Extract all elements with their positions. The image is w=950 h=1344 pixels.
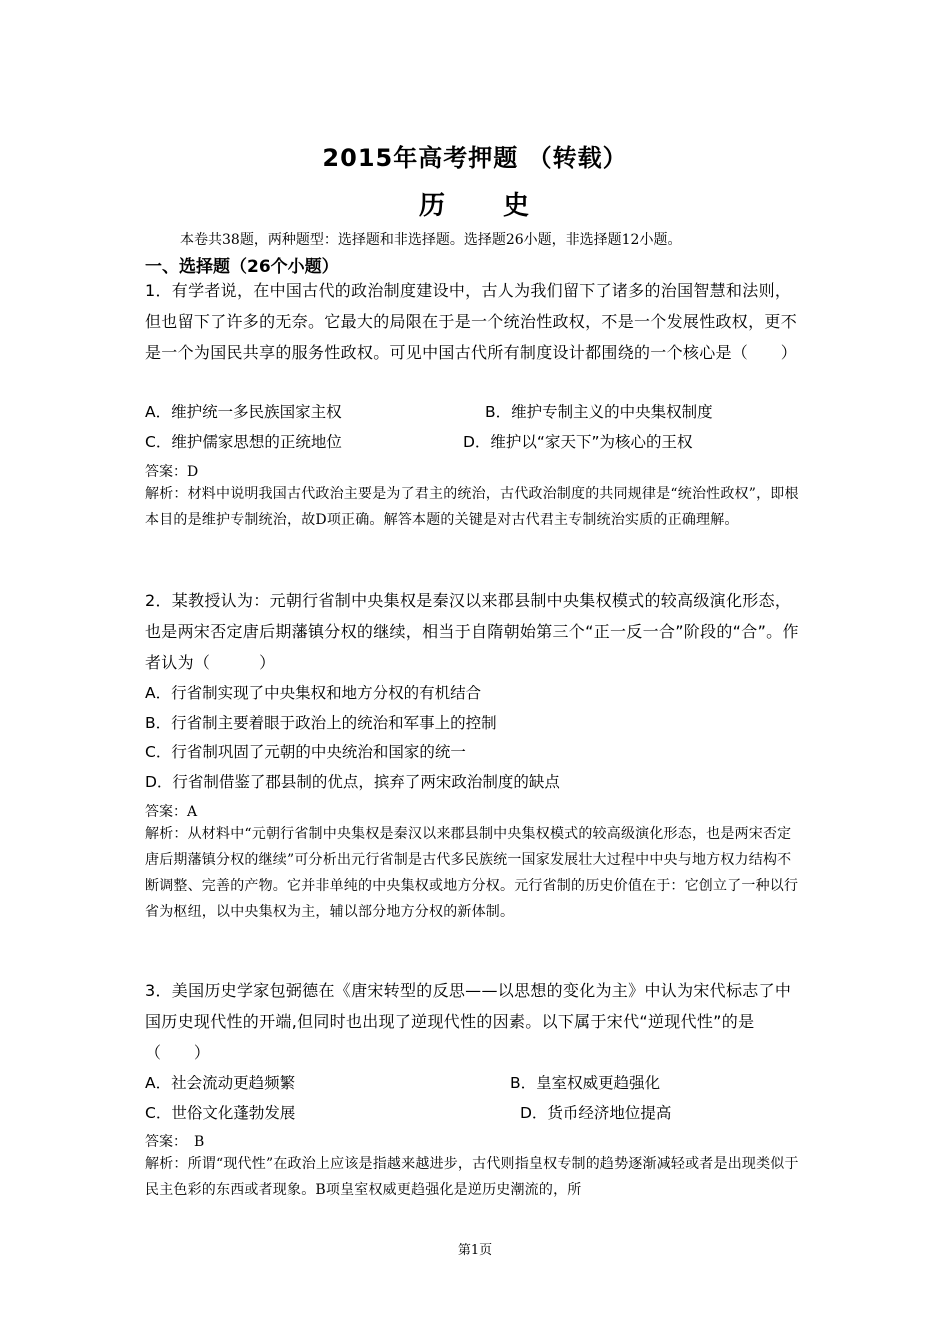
document-title: 2015年高考押题 （转载） (322, 144, 628, 172)
subject-heading: 历 史 (418, 191, 531, 221)
question-1-stem: 1．有学者说，在中国古代的政治制度建设中，古人为我们留下了诸多的治国智慧和法则，但也留下了许多的无奈。它最大的局限在于是一个统治性政权，不是一个发展性政权，更不是一个为国民共享的服务性政权。可见中国古代所有制度设计都围绕的一个核心是（ ） (145, 281, 798, 362)
question-3-stem: 3．美国历史学家包弼德在《唐宋转型的反思——以思想的变化为主》中认为宋代标志了中国历史现代性的开端,但同时也出现了逆现代性的因素。以下属于宋代“逆现代性”的是（ ） (145, 981, 792, 1062)
page-number: 第1页 (457, 1243, 493, 1258)
exam-intro: 本卷共38题，两种题型：选择题和非选择题。选择题26小题，非选择题12小题。 (180, 232, 682, 248)
question-2-stem: 2．某教授认为：元朝行省制中央集权是秦汉以来郡县制中央集权模式的较高级演化形态，也是两宋否定唐后期藩镇分权的继续，相当于自隋朝始第三个“正一反一合”阶段的“合”。作者认为（ ） (145, 591, 799, 672)
question-1-option-c: C．维护儒家思想的正统地位 (145, 433, 342, 451)
question-2-option-a: A．行省制实现了中央集权和地方分权的有机结合 (145, 684, 482, 702)
question-3-option-c: C．世俗文化蓬勃发展 (145, 1104, 296, 1122)
question-1-explanation: 解析：材料中说明我国古代政治主要是为了君主的统治，古代政治制度的共同规律是“统治性政权”，即根本目的是维护专制统治，故D项正确。解答本题的关键是对古代君主专制统治实质的正确理解。 (145, 486, 799, 528)
question-2-answer: 答案：A (145, 804, 198, 820)
question-3-option-a: A．社会流动更趋频繁 (145, 1074, 296, 1092)
question-1-answer: 答案：D (145, 464, 199, 480)
section-heading: 一、选择题（26个小题） (145, 257, 339, 277)
question-1-option-a: A．维护统一多民族国家主权 (145, 403, 342, 421)
question-3-option-d: D．货币经济地位提高 (520, 1104, 672, 1122)
question-2-option-c: C．行省制巩固了元朝的中央统治和国家的统一 (145, 743, 466, 761)
question-3-option-b: B．皇室权威更趋强化 (510, 1074, 661, 1092)
question-2-option-b: B．行省制主要着眼于政治上的统治和军事上的控制 (145, 714, 497, 732)
question-3-answer: 答案： B (145, 1134, 205, 1150)
question-2-option-d: D．行省制借鉴了郡县制的优点，摈弃了两宋政治制度的缺点 (145, 773, 560, 791)
question-1-option-b: B．维护专制主义的中央集权制度 (485, 403, 713, 421)
question-2-explanation: 解析：从材料中“元朝行省制中央集权是秦汉以来郡县制中央集权模式的较高级演化形态，也是两宋否定唐后期藩镇分权的继续”可分析出元行省制是古代多民族统一国家发展壮大过程中中央与地方权力结构不断调整、完善的产物。它并非单纯的中央集权或地方分权。元行省制的历史价值在于：它创立了一种以行省为枢纽，以中央集权为主，辅以部分地方分权的新体制。 (145, 826, 799, 920)
question-1-option-d: D．维护以“家天下”为核心的王权 (463, 433, 693, 451)
question-3-explanation: 解析：所谓“现代性”在政治上应该是指越来越进步，古代则指皇权专制的趋势逐渐减轻或者是出现类似于民主色彩的东西或者现象。B项皇室权威更趋强化是逆历史潮流的，所 (145, 1156, 799, 1198)
